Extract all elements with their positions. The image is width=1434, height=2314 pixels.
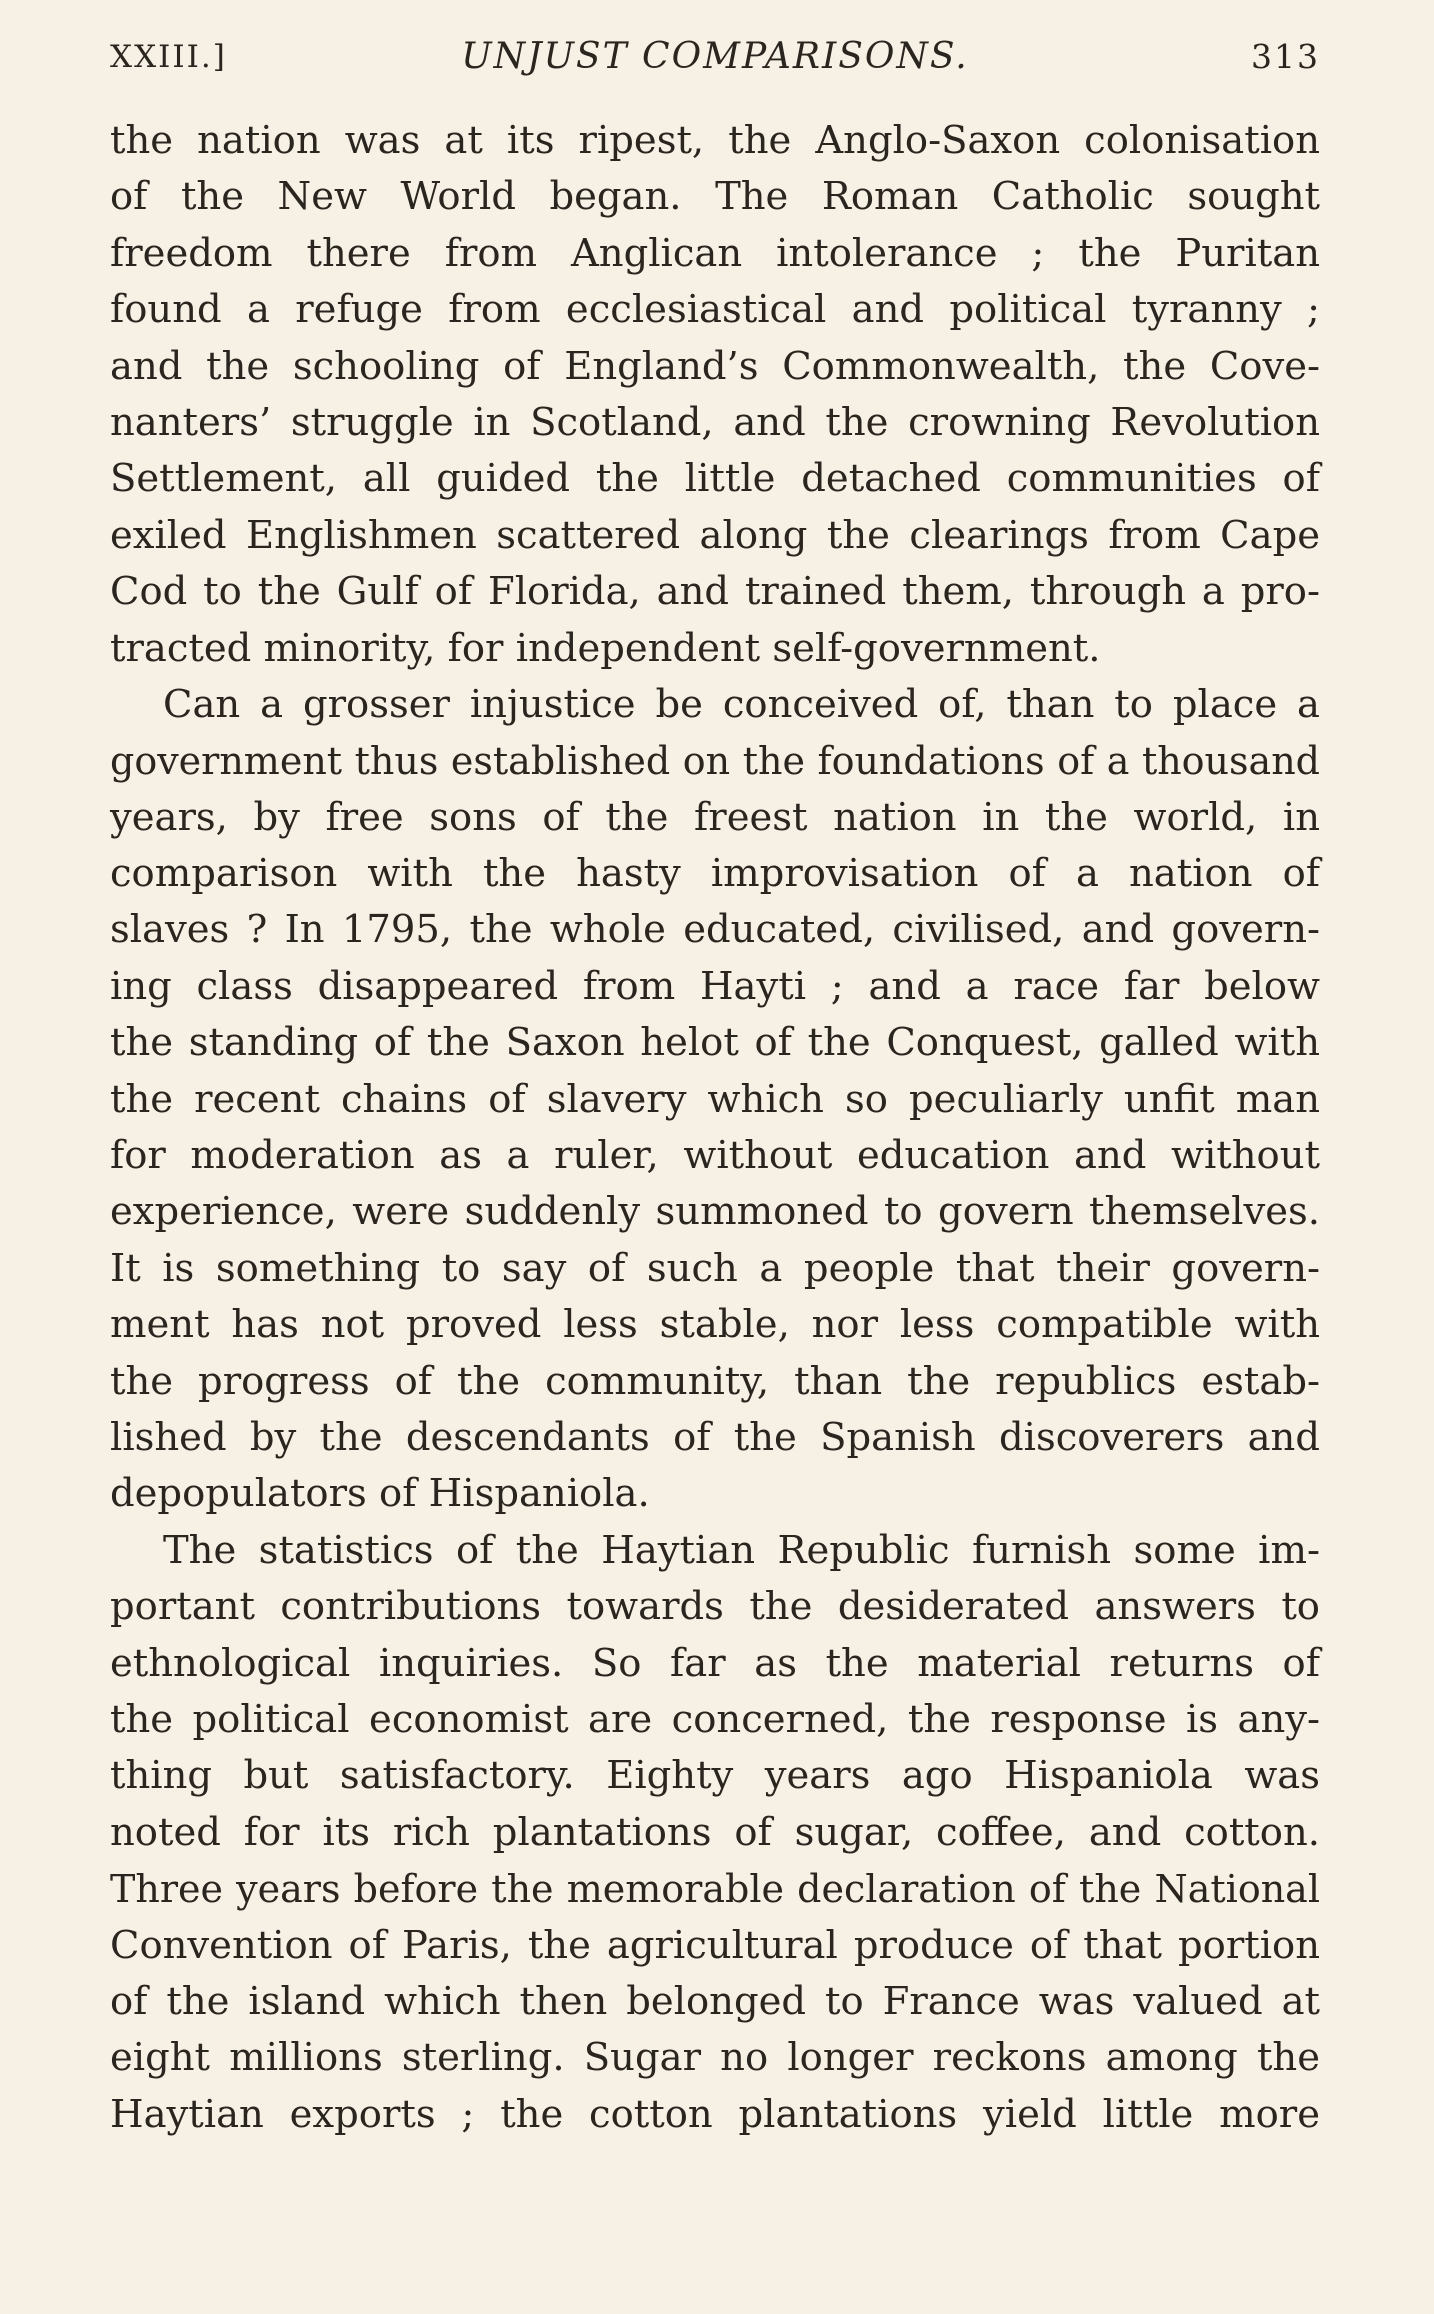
text-line: Cod to the Gulf of Florida, and trained them, through a pro- [110, 569, 1320, 615]
text-line: found a refuge from ecclesiastical and political tyranny ; [110, 287, 1320, 333]
running-header [110, 25, 1320, 89]
text-line: depopulators of Hispaniola. [110, 1471, 650, 1517]
text-line: nanters’ struggle in Scotland, and the crowning Revolution [110, 399, 1320, 445]
running-title: UNJUST COMPARISONS. [461, 36, 969, 77]
text-line: Haytian exports ; the cotton plantations yield little more [110, 2091, 1320, 2137]
text-line: the recent chains of slavery which so peculiarly unfit man [110, 1076, 1320, 1122]
text-line: of the New World began. The Roman Catholic sought [110, 174, 1320, 220]
text-line: ment has not proved less stable, nor less compatible with [110, 1302, 1320, 1348]
text-line: the progress of the community, than the republics estab- [110, 1358, 1320, 1404]
text-line: tracted minority, for independent self-government. [110, 625, 1101, 671]
text-line: lished by the descendants of the Spanish discoverers and [110, 1414, 1320, 1460]
text-line: and the schooling of England’s Commonwealth, the Cove- [110, 343, 1320, 389]
text-line: exiled Englishmen scattered along the clearings from Cape [110, 512, 1320, 558]
text-line: noted for its rich plantations of sugar, coffee, and cotton. [110, 1809, 1320, 1855]
text-line: It is something to say of such a people that their govern- [110, 1245, 1320, 1291]
text-line: slaves ? In 1795, the whole educated, civilised, and govern- [110, 907, 1320, 953]
text-line: Convention of Paris, the agricultural produce of that portion [110, 1922, 1320, 1968]
text-line: experience, were suddenly summoned to govern themselves. [110, 1189, 1320, 1235]
text-line: Three years before the memorable declaration of the National [110, 1867, 1320, 1912]
text-line: ethnological inquiries. So far as the material returns of [110, 1640, 1320, 1686]
text-line: the standing of the Saxon helot of the Conquest, galled with [110, 1020, 1320, 1066]
text-line: government thus established on the foundations of a thousand [110, 739, 1320, 784]
text-line: freedom there from Anglican intolerance ; the Puritan [110, 230, 1320, 276]
text-line: of the island which then belonged to France was valued at [110, 1978, 1320, 2024]
page-number: 313 [1251, 37, 1320, 76]
text-line: The statistics of the Haytian Republic furnish some im- [163, 1527, 1320, 1573]
text-line: comparison with the hasty improvisation of a nation of [110, 851, 1320, 897]
chapter-number: XXIII.] [110, 39, 227, 75]
body-text [110, 113, 1320, 2143]
text-line: Settlement, all guided the little detached communities of [110, 456, 1320, 502]
text-line: Can a grosser injustice be conceived of, than to place a [163, 681, 1320, 727]
text-line: years, by free sons of the freest nation in the world, in [110, 794, 1320, 840]
text-line: ing class disappeared from Hayti ; and a race far below [110, 963, 1320, 1009]
text-line: for moderation as a ruler, without education and without [110, 1133, 1320, 1179]
text-line: eight millions sterling. Sugar no longer reckons among the [110, 2035, 1320, 2081]
text-line: the political economist are concerned, the response is any- [110, 1696, 1320, 1742]
text-line: thing but satisfactory. Eighty years ago Hispaniola was [110, 1753, 1320, 1799]
text-line: portant contributions towards the desiderated answers to [110, 1584, 1320, 1630]
text-line: the nation was at its ripest, the Anglo-Saxon colonisation [110, 118, 1320, 163]
